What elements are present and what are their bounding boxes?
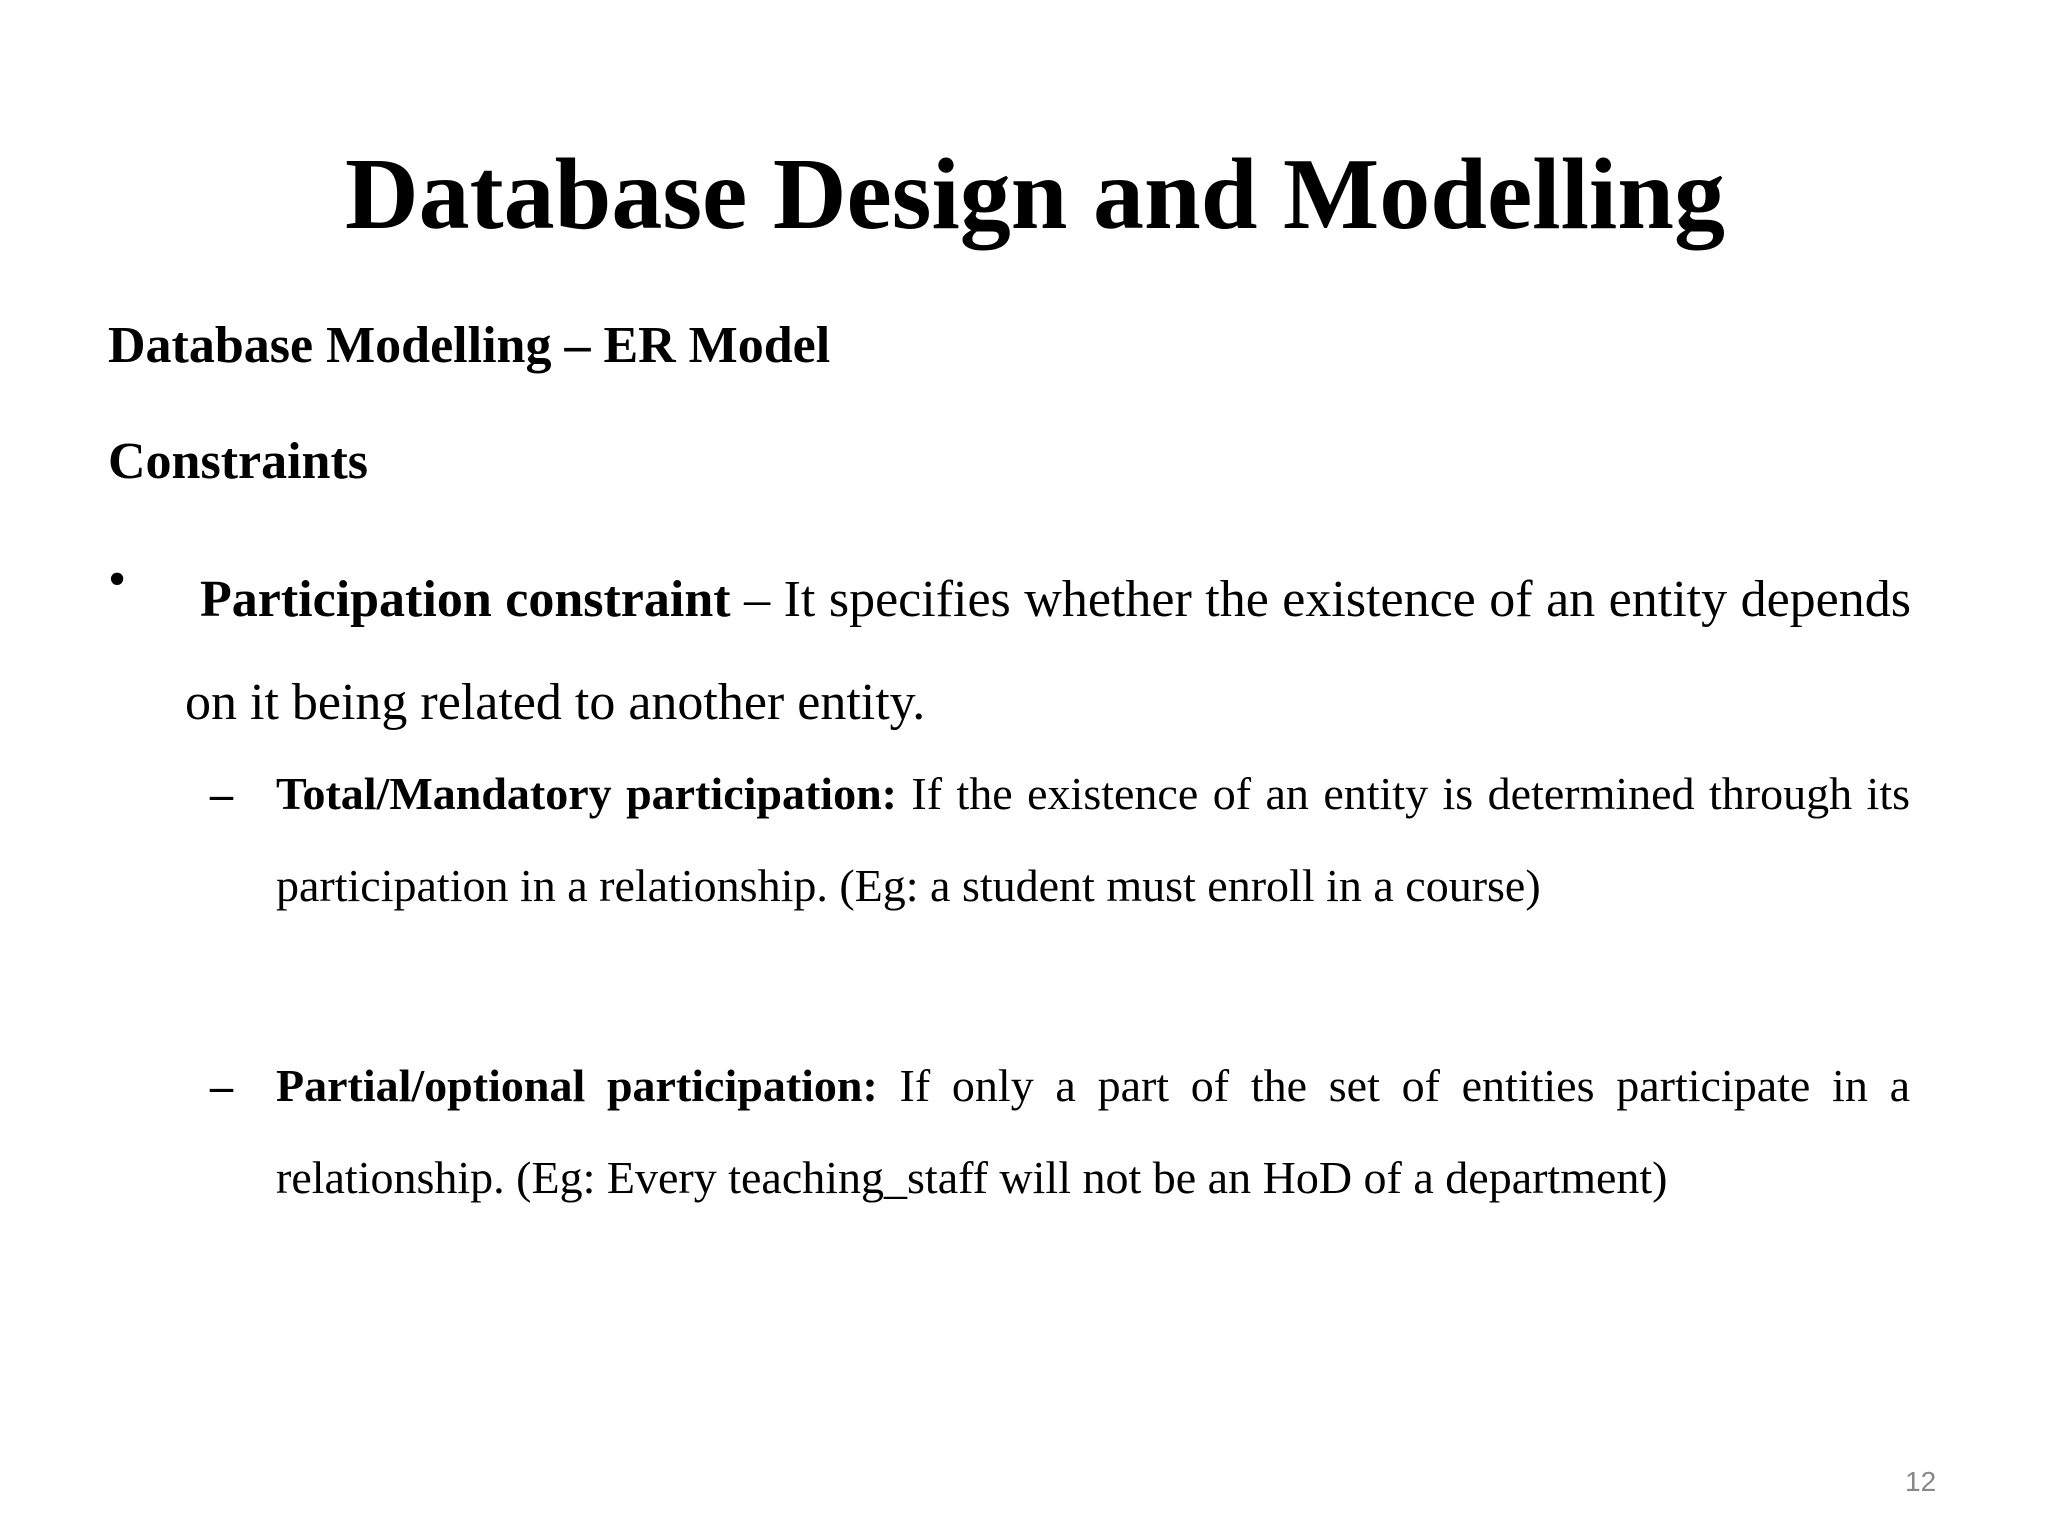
subitem-marker: – xyxy=(210,1060,233,1111)
bullet-marker: • xyxy=(108,551,127,608)
subitem-description: If the existence of an entity is determined through its participation in a relationship. (Eg: a student must enroll in a course) xyxy=(276,768,1910,911)
section-heading: Constraints xyxy=(108,433,369,490)
subitem-description: If only a part of the set of entities participate in a relationship. (Eg: Every teaching_staff will not be an HoD of a department) xyxy=(276,1060,1910,1203)
bullet-term: Participation constraint xyxy=(200,571,731,628)
subitem-marker: – xyxy=(210,768,233,819)
subitem-partial-participation xyxy=(276,1040,1910,1224)
subtitle: Database Modelling – ER Model xyxy=(108,317,831,374)
bullet-description: – It specifies whether the existence of an entity depends on it being related to another entity. xyxy=(185,571,1911,731)
subitem-term: Partial/optional participation: xyxy=(276,1060,878,1111)
bullet-text xyxy=(185,548,1911,754)
slide-title: Database Design and Modelling xyxy=(345,138,1725,251)
subitem-term: Total/Mandatory participation: xyxy=(276,768,897,819)
page-number: 12 xyxy=(1905,1466,1937,1497)
subitem-total-participation xyxy=(276,748,1910,932)
